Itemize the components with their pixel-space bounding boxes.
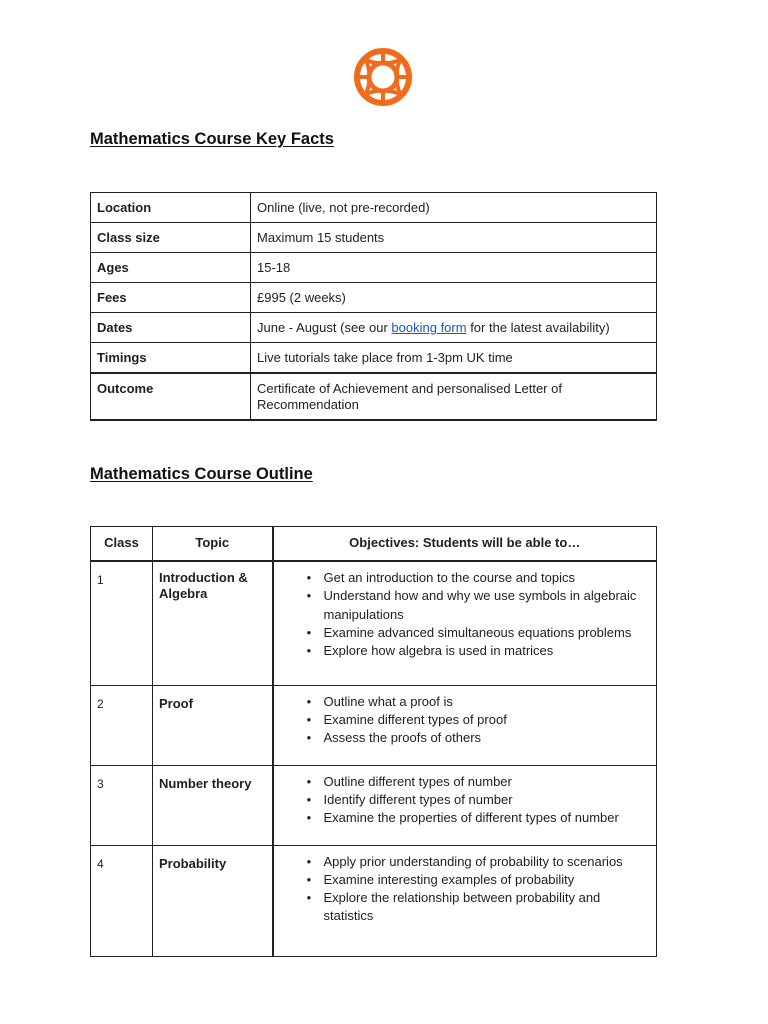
fact-label: Outcome bbox=[91, 373, 251, 420]
objectives-list bbox=[280, 773, 651, 828]
fact-label: Class size bbox=[91, 223, 251, 253]
key-facts-heading: Mathematics Course Key Facts bbox=[90, 130, 334, 148]
table-row bbox=[91, 845, 657, 956]
company-logo-icon bbox=[353, 47, 413, 107]
table-row bbox=[91, 193, 657, 223]
class-number: 2 bbox=[91, 685, 153, 765]
table-row bbox=[91, 765, 657, 845]
fact-value bbox=[251, 313, 657, 343]
key-facts-table bbox=[90, 192, 657, 421]
table-row bbox=[91, 561, 657, 685]
objectives-list bbox=[280, 853, 651, 926]
table-row bbox=[91, 223, 657, 253]
table-row bbox=[91, 343, 657, 374]
topic-name: Proof bbox=[153, 685, 273, 765]
dates-text-after: for the latest availability) bbox=[466, 320, 610, 335]
class-number: 3 bbox=[91, 765, 153, 845]
dates-text-before: June - August (see our bbox=[257, 320, 392, 335]
objectives-list bbox=[280, 693, 651, 748]
booking-form-link[interactable]: booking form bbox=[391, 320, 467, 335]
objective-item: ● Examine different types of proof bbox=[280, 711, 651, 729]
class-number: 1 bbox=[91, 561, 153, 685]
objective-item: ● Outline what a proof is bbox=[280, 693, 651, 711]
objectives-cell bbox=[273, 561, 657, 685]
topic-name: Number theory bbox=[153, 765, 273, 845]
table-row bbox=[91, 313, 657, 343]
objectives-cell bbox=[273, 765, 657, 845]
table-header-row bbox=[91, 527, 657, 562]
column-header-topic: Topic bbox=[153, 527, 273, 562]
fact-value: £995 (2 weeks) bbox=[251, 283, 657, 313]
column-header-objectives: Objectives: Students will be able to… bbox=[273, 527, 657, 562]
topic-name: Introduction & Algebra bbox=[153, 561, 273, 685]
objectives-list bbox=[280, 569, 651, 660]
fact-value: Live tutorials take place from 1-3pm UK time bbox=[251, 343, 657, 374]
course-outline-heading: Mathematics Course Outline bbox=[90, 465, 313, 483]
fact-value: Certificate of Achievement and personalised Letter of Recommendation bbox=[251, 373, 657, 420]
objective-item: ● Assess the proofs of others bbox=[280, 729, 651, 747]
objectives-cell bbox=[273, 685, 657, 765]
objectives-cell bbox=[273, 845, 657, 956]
class-number: 4 bbox=[91, 845, 153, 956]
objective-item: ● Explore the relationship between probability and statistics bbox=[280, 889, 651, 926]
objective-item: ● Get an introduction to the course and topics bbox=[280, 569, 651, 587]
fact-label: Location bbox=[91, 193, 251, 223]
table-row bbox=[91, 685, 657, 765]
fact-label: Timings bbox=[91, 343, 251, 374]
objective-item: ● Examine advanced simultaneous equations problems bbox=[280, 624, 651, 642]
objective-item: ● Understand how and why we use symbols in algebraic manipulations bbox=[280, 587, 651, 624]
column-header-class: Class bbox=[91, 527, 153, 562]
objective-item: ● Examine the properties of different types of number bbox=[280, 809, 651, 827]
topic-name: Probability bbox=[153, 845, 273, 956]
table-row bbox=[91, 373, 657, 420]
fact-label: Dates bbox=[91, 313, 251, 343]
fact-value: Online (live, not pre-recorded) bbox=[251, 193, 657, 223]
objective-item: ● Identify different types of number bbox=[280, 791, 651, 809]
fact-label: Ages bbox=[91, 253, 251, 283]
table-row bbox=[91, 253, 657, 283]
objective-item: ● Examine interesting examples of probability bbox=[280, 871, 651, 889]
course-outline-table bbox=[90, 526, 657, 957]
objective-item: ● Apply prior understanding of probability to scenarios bbox=[280, 853, 651, 871]
fact-value: 15-18 bbox=[251, 253, 657, 283]
objective-item: ● Explore how algebra is used in matrices bbox=[280, 642, 651, 660]
table-row bbox=[91, 283, 657, 313]
fact-value: Maximum 15 students bbox=[251, 223, 657, 253]
fact-label: Fees bbox=[91, 283, 251, 313]
objective-item: ● Outline different types of number bbox=[280, 773, 651, 791]
